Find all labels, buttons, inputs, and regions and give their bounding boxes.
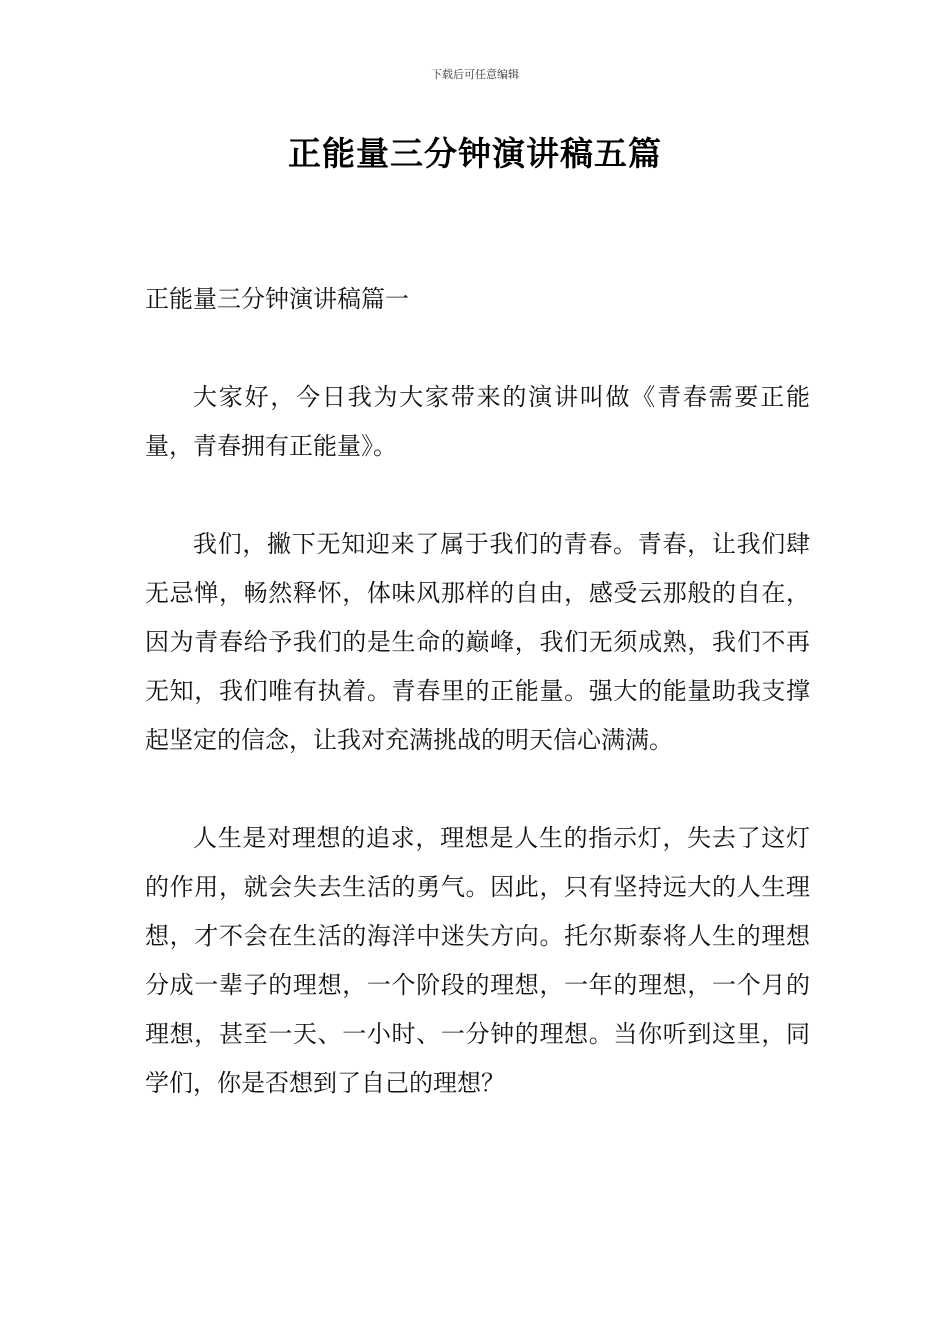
document-title: 正能量三分钟演讲稿五篇 — [288, 134, 662, 173]
paragraph-2: 我们，撇下无知迎来了属于我们的青春。青春，让我们肆无忌惮，畅然释怀，体味风那样的自由，感受云那般的自在，因为青春给予我们的是生命的巅峰，我们无须成熟，我们不再无知，我们唯有执着。青春里的正能量。强大的能量助我支撑起坚定的信念，让我对充满挑战的明天信心满满。 — [145, 530, 810, 754]
document-body — [145, 275, 810, 1157]
paragraph-3: 人生是对理想的追求，理想是人生的指示灯，失去了这灯的作用，就会失去生活的勇气。因此，只有坚持远大的人生理想，才不会在生活的海洋中迷失方向。托尔斯泰将人生的理想分成一辈子的理想，一个阶段的理想，一年的理想，一个月的理想，甚至一天、一小时、一分钟的理想。当你听到这里，同学们，你是否想到了自己的理想？ — [145, 824, 810, 1097]
paragraph-1: 大家好，今日我为大家带来的演讲叫做《青春需要正能量，青春拥有正能量》。 — [145, 383, 810, 460]
section-heading: 正能量三分钟演讲稿篇一 — [145, 285, 409, 313]
header-note: 下载后可任意编辑 — [431, 68, 519, 81]
